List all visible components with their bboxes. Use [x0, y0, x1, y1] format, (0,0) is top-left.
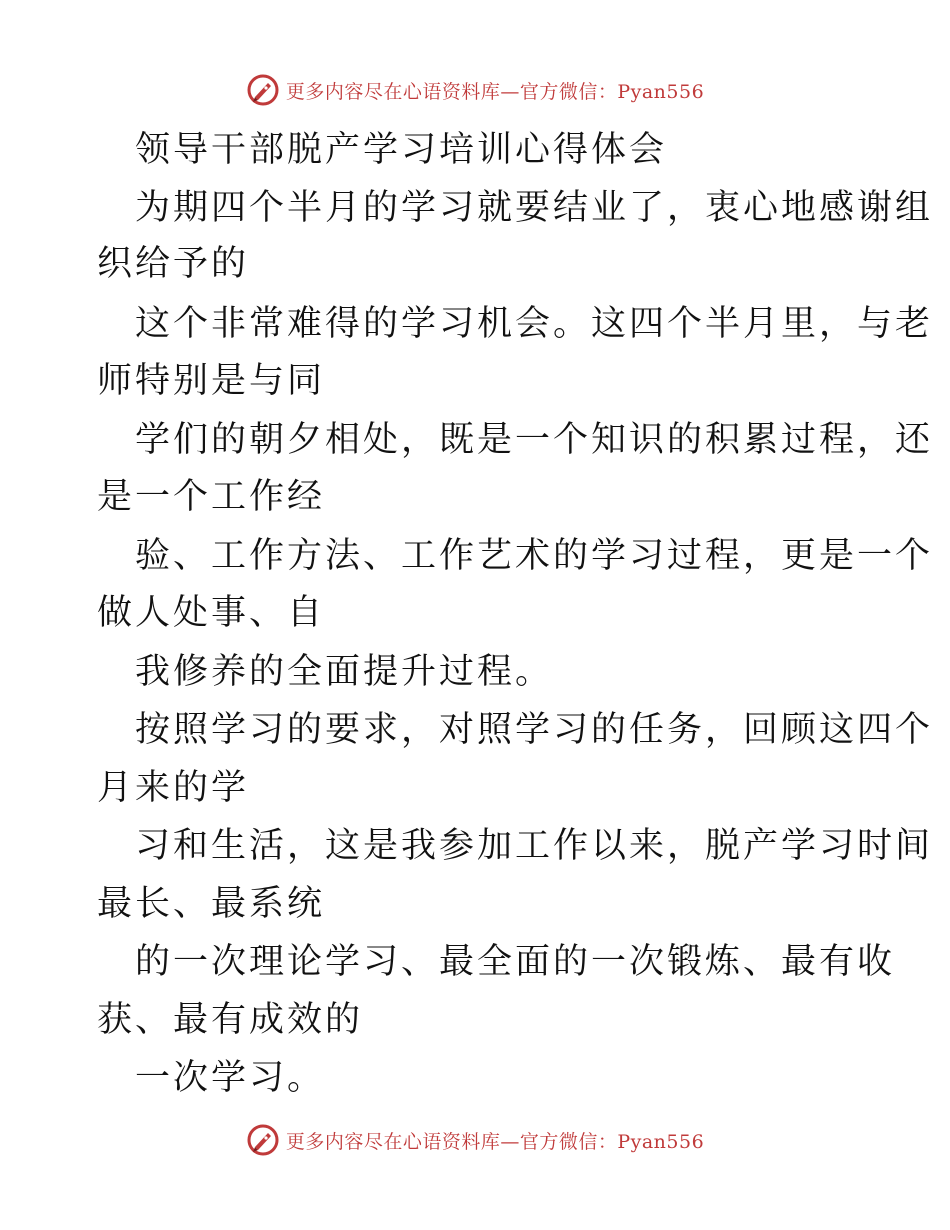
document-body	[0, 118, 950, 1108]
paragraph-line: 学们的朝夕相处，既是一个知识的积累过程，还	[135, 420, 934, 460]
paragraph-line: 为期四个半月的学习就要结业了，衷心地感谢组	[135, 188, 934, 228]
header-banner	[0, 70, 950, 110]
paragraph-line: 的一次理论学习、最全面的一次锻炼、最有收	[135, 942, 896, 982]
paragraph-line: 验、工作方法、工作艺术的学习过程，更是一个	[135, 536, 934, 576]
pen-logo-icon	[246, 73, 280, 107]
paragraph-line: 我修养的全面提升过程。	[135, 652, 554, 692]
footer-banner	[0, 1120, 950, 1160]
paragraph-line: 最长、最系统	[97, 884, 326, 924]
paragraph-line: 师特别是与同	[97, 361, 326, 401]
banner-text: 更多内容尽在心语资料库—官方微信：Pyan556	[285, 80, 705, 103]
paragraph-line: 一次学习。	[135, 1058, 326, 1098]
paragraph-line: 这个非常难得的学习机会。这四个半月里，与老	[135, 304, 934, 344]
pen-logo-icon	[246, 1123, 280, 1157]
paragraph-line: 做人处事、自	[97, 593, 326, 633]
paragraph-line: 是一个工作经	[97, 477, 326, 517]
paragraph-line: 习和生活，这是我参加工作以来，脱产学习时间	[135, 826, 934, 866]
paragraph-line: 按照学习的要求，对照学习的任务，回顾这四个	[135, 710, 934, 750]
paragraph-line: 织给予的	[97, 244, 250, 284]
paragraph-line: 月来的学	[97, 768, 250, 808]
paragraph-line: 获、最有成效的	[97, 1000, 364, 1040]
document-title: 领导干部脱产学习培训心得体会	[135, 130, 668, 170]
banner-text: 更多内容尽在心语资料库—官方微信：Pyan556	[285, 1130, 705, 1153]
